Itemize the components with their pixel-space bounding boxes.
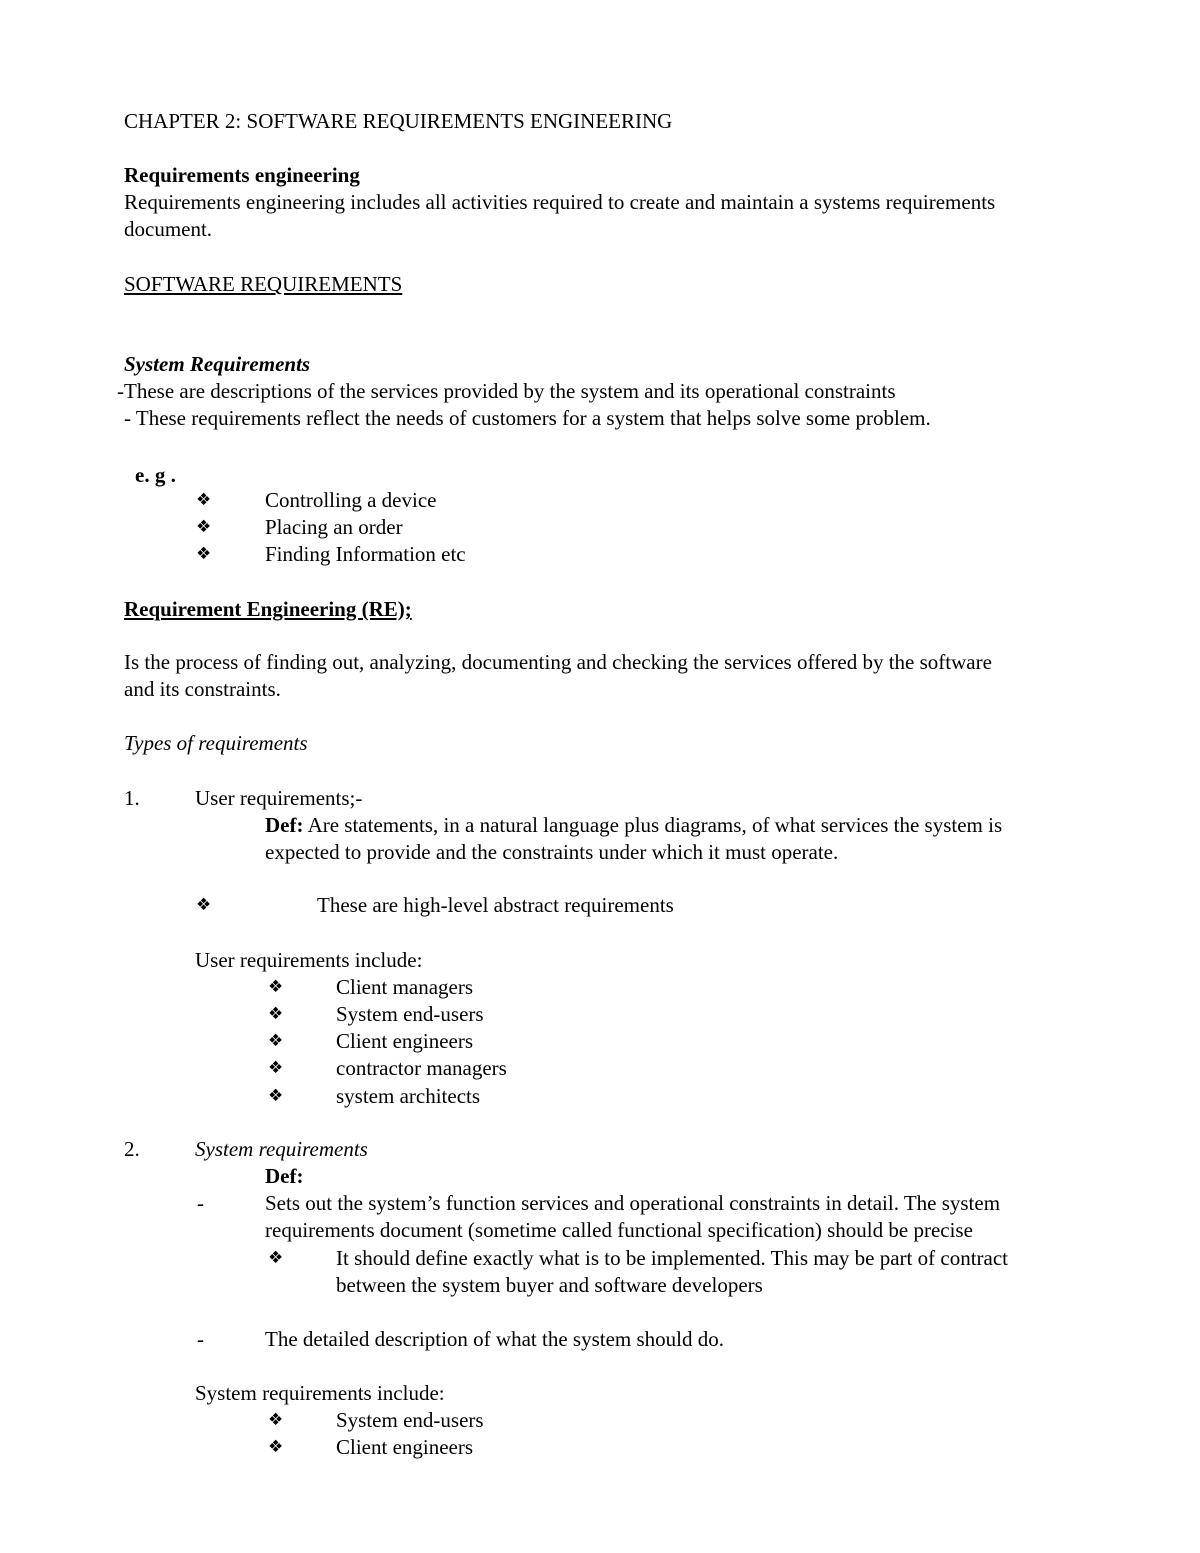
system-include-item: System end-users <box>336 1408 484 1432</box>
example-item: Placing an order <box>265 515 403 539</box>
list-number: 1. <box>124 786 140 810</box>
diamond-bullet-icon: ❖ <box>268 1410 284 1430</box>
requirement-engineering-heading: Requirement Engineering (RE); <box>124 597 412 621</box>
user-requirements-title: User requirements;- <box>195 786 363 810</box>
requirement-engineering-text-2: and its constraints. <box>124 677 281 701</box>
abstract-note: These are high-level abstract requirements <box>317 893 674 917</box>
system-requirements-line-2: - These requirements reflect the needs of customers for a system that helps solve some problem. <box>124 406 931 430</box>
dash-marker: - <box>197 1191 204 1215</box>
system-sub-bullet-line-2: between the system buyer and software developers <box>336 1273 763 1297</box>
re-text-line-2: document. <box>124 217 213 241</box>
diamond-bullet-icon: ❖ <box>268 1031 284 1051</box>
diamond-bullet-icon: ❖ <box>196 544 212 564</box>
types-heading: Types of requirements <box>124 731 308 755</box>
user-include-item: System end-users <box>336 1002 484 1026</box>
diamond-bullet-icon: ❖ <box>196 490 212 510</box>
list-number: 2. <box>124 1137 140 1161</box>
re-text-line-1: Requirements engineering includes all activities required to create and maintain a systems requirements <box>124 190 996 214</box>
def-label: Def: <box>265 1164 304 1188</box>
system-point-2: The detailed description of what the system should do. <box>265 1327 724 1351</box>
diamond-bullet-icon: ❖ <box>268 1248 284 1268</box>
system-requirements-type-title: System requirements <box>195 1137 368 1161</box>
eg-label: e. g . <box>135 463 176 487</box>
system-include-item: Client engineers <box>336 1435 474 1459</box>
diamond-bullet-icon: ❖ <box>268 1058 284 1078</box>
system-point-1-line-2: requirements document (sometime called functional specification) should be precise <box>265 1218 973 1242</box>
example-item: Controlling a device <box>265 488 437 512</box>
diamond-bullet-icon: ❖ <box>268 1086 284 1106</box>
example-item: Finding Information etc <box>265 542 466 566</box>
software-requirements-heading: SOFTWARE REQUIREMENTS <box>124 272 403 296</box>
requirement-engineering-text-1: Is the process of finding out, analyzing, documenting and checking the services offered by the software <box>124 650 992 674</box>
user-include-item: Client engineers <box>336 1029 474 1053</box>
system-requirements-include-heading: System requirements include: <box>195 1381 445 1405</box>
diamond-bullet-icon: ❖ <box>196 895 212 915</box>
system-sub-bullet-line-1: It should define exactly what is to be implemented. This may be part of contract <box>336 1246 1008 1270</box>
system-requirements-heading: System Requirements <box>124 352 311 376</box>
diamond-bullet-icon: ❖ <box>268 977 284 997</box>
system-requirements-line-1: -These are descriptions of the services provided by the system and its operational constraints <box>117 379 896 403</box>
user-include-item: contractor managers <box>336 1056 507 1080</box>
user-include-item: Client managers <box>336 975 474 999</box>
def-label: Def: <box>265 813 304 837</box>
user-requirements-def-line-2: expected to provide and the constraints under which it must operate. <box>265 840 839 864</box>
diamond-bullet-icon: ❖ <box>268 1004 284 1024</box>
user-include-item: system architects <box>336 1084 481 1108</box>
chapter-title: CHAPTER 2: SOFTWARE REQUIREMENTS ENGINEERING <box>124 109 673 133</box>
user-requirements-include-heading: User requirements include: <box>195 948 423 972</box>
diamond-bullet-icon: ❖ <box>268 1437 284 1457</box>
diamond-bullet-icon: ❖ <box>196 517 212 537</box>
def-text: Are statements, in a natural language plus diagrams, of what services the system is <box>303 813 1003 837</box>
dash-marker: - <box>197 1327 204 1351</box>
system-point-1-line-1: Sets out the system’s function services and operational constraints in detail. The system <box>265 1191 1001 1215</box>
re-heading: Requirements engineering <box>124 163 360 187</box>
user-requirements-def-line-1 <box>265 812 1002 838</box>
